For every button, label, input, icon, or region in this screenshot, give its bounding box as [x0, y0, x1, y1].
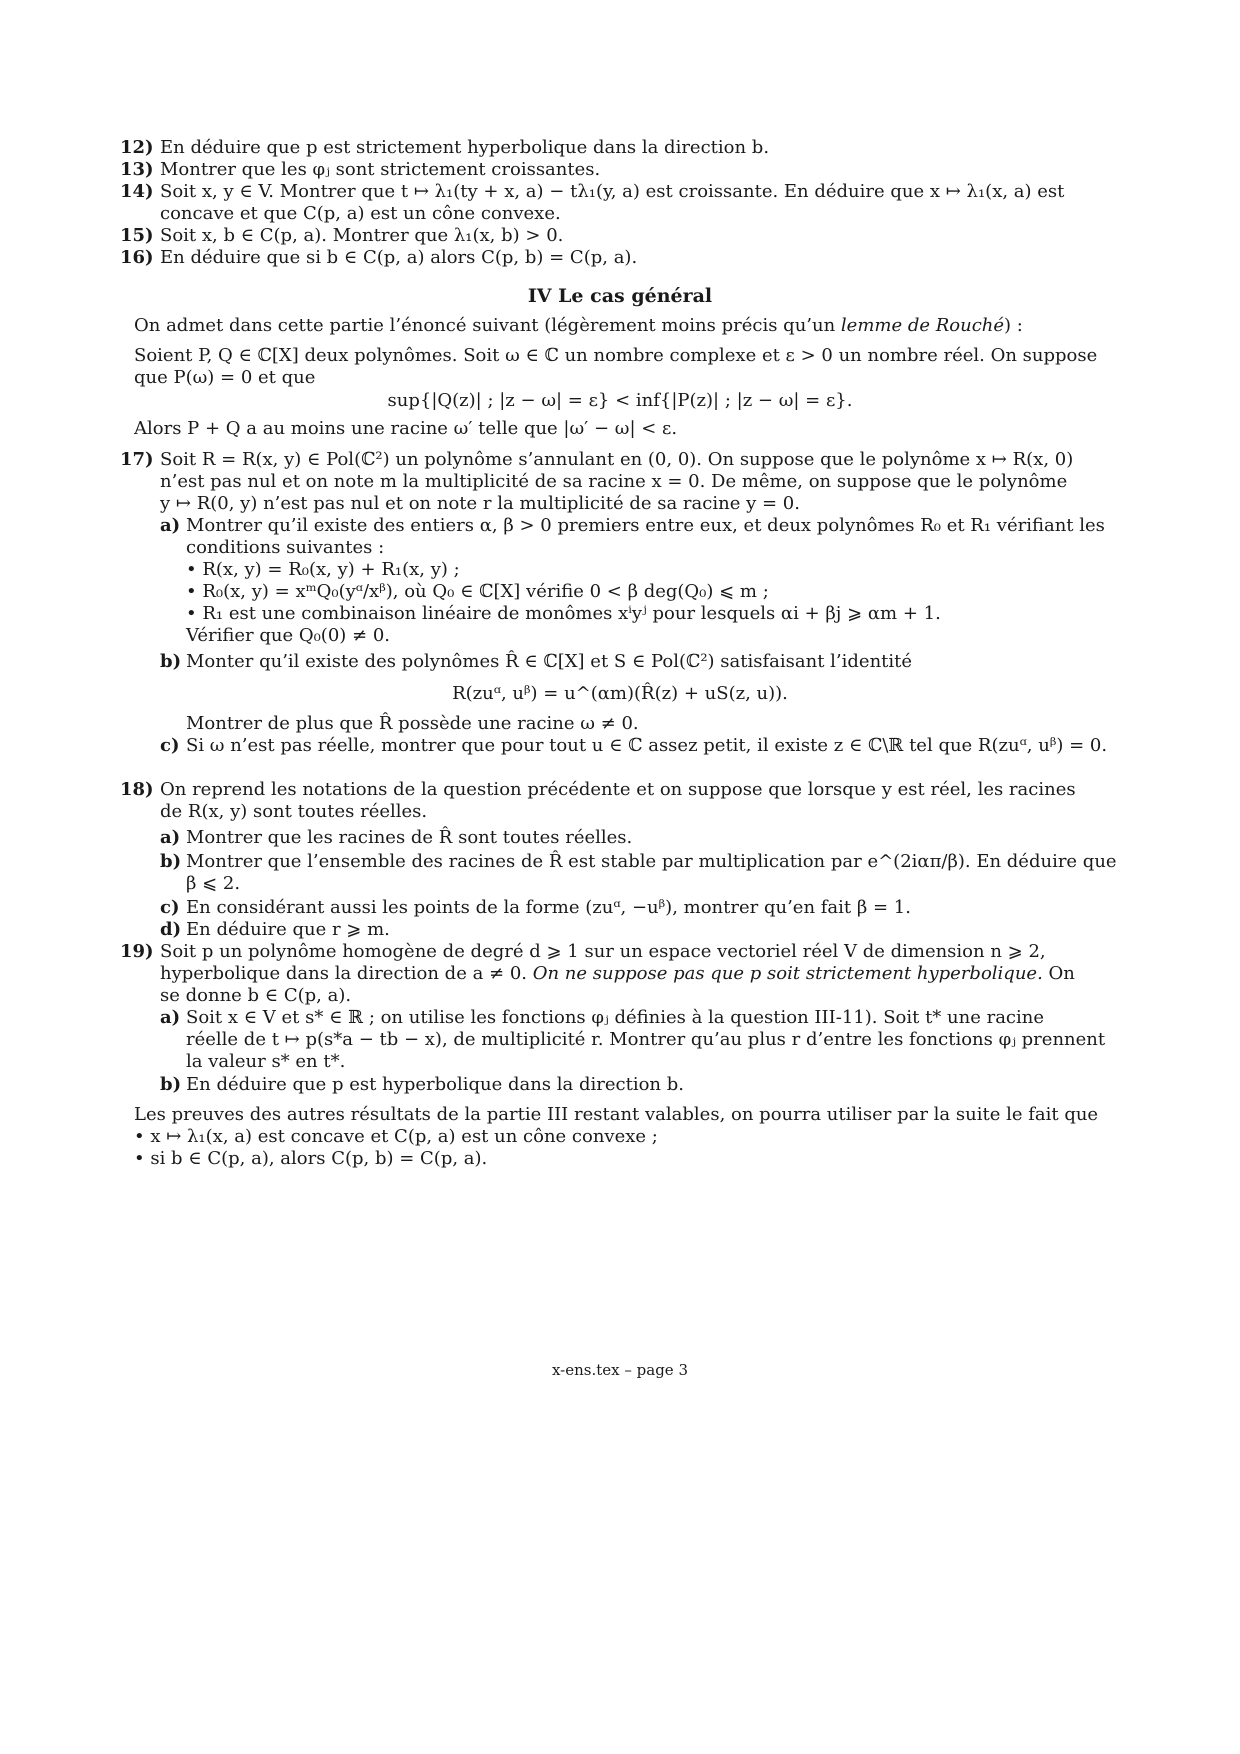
question-number: 18): [120, 779, 154, 800]
intro-text-end: ) :: [1004, 315, 1023, 336]
part-label: c): [160, 735, 180, 756]
question-text: Soit x, b ∈ C(p, a). Montrer que λ₁(x, b) > 0.: [160, 225, 564, 246]
lemma-display-formula: sup{|Q(z)| ; |z − ω| = ε} < inf{|P(z)| ; |z − ω| = ε}.: [387, 390, 853, 411]
question-19-emphasis: On ne suppose pas que p soit strictement hyperbolique.: [532, 963, 1043, 984]
question-14-line-2: concave et que C(p, a) est un cône convexe.: [160, 203, 561, 224]
question-number: 13): [120, 159, 154, 180]
question-text: Soit x, y ∈ V. Montrer que t ↦ λ₁(ty + x, a) − tλ₁(y, a) est croissante. En déduire que x ↦ λ₁(x, a) est: [160, 181, 1065, 202]
intro-line: [134, 314, 1023, 338]
question-19-text: hyperbolique dans la direction de a ≠ 0.: [160, 963, 533, 984]
part-label: b): [160, 651, 182, 672]
intro-emphasis: lemme de Rouché: [840, 315, 1005, 336]
part-text: Soit x ∈ V et s* ∈ ℝ ; on utilise les fonctions φⱼ définies à la question III-11). Soit t* une racine: [186, 1007, 1045, 1028]
question-19-line-2: [160, 962, 1075, 986]
question-text: En déduire que si b ∈ C(p, a) alors C(p, b) = C(p, a).: [160, 247, 638, 268]
question-number: 12): [120, 137, 154, 158]
part-label: b): [160, 1074, 182, 1095]
question-19a-line-2: réelle de t ↦ p(s*a − tb − x), de multiplicité r. Montrer qu’au plus r d’entre les fonctions φⱼ prennent: [186, 1029, 1106, 1050]
question-number: 19): [120, 941, 154, 962]
question-number: 17): [120, 449, 154, 470]
question-19-line-3: se donne b ∈ C(p, a).: [160, 985, 352, 1006]
part-text: En déduire que r ⩾ m.: [186, 919, 390, 940]
part-label: d): [160, 919, 182, 940]
part-label: a): [160, 1007, 181, 1028]
section-title: IV Le cas général: [527, 285, 713, 307]
question-17-line-2: n’est pas nul et on note m la multiplicité de sa racine x = 0. De même, on suppose que le polynôme: [160, 471, 1068, 492]
part-text: En déduire que p est hyperbolique dans la direction b.: [186, 1074, 684, 1095]
question-19a-line-3: la valeur s* en t*.: [186, 1051, 346, 1072]
question-number: 15): [120, 225, 154, 246]
question-text: Soit R = R(x, y) ∈ Pol(ℂ²) un polynôme s’annulant en (0, 0). On suppose que le polynôme x ↦ R(x, 0): [160, 449, 1074, 470]
question-18b-line-2: β ⩽ 2.: [186, 873, 241, 894]
part-text: Montrer que les racines de R̂ sont toutes réelles.: [186, 827, 633, 848]
lemma-line-2: que P(ω) = 0 et que: [134, 367, 316, 388]
question-17a-bullet-2: • R₀(x, y) = xᵐQ₀(yᵅ/xᵝ), où Q₀ ∈ ℂ[X] vérifie 0 < β deg(Q₀) ⩽ m ;: [186, 581, 769, 602]
part-text: Montrer que l’ensemble des racines de R̂ est stable par multiplication par e^(2iαπ/β). En déduire que: [186, 851, 1117, 872]
part-label: c): [160, 897, 180, 918]
question-19-text-end: On: [1042, 963, 1075, 984]
lemma-conclusion: Alors P + Q a au moins une racine ω′ telle que |ω′ − ω| < ε.: [134, 418, 678, 439]
part-text: Si ω n’est pas réelle, montrer que pour tout u ∈ ℂ assez petit, il existe z ∈ ℂ\ℝ tel que R(zuᵅ, uᵝ) = 0.: [186, 735, 1108, 756]
question-text: En déduire que p est strictement hyperbolique dans la direction b.: [160, 137, 770, 158]
question-17b-display-formula: R(zuᵅ, uᵝ) = u^(αm)(R̂(z) + uS(z, u)).: [452, 683, 788, 704]
part-text: Montrer qu’il existe des entiers α, β > 0 premiers entre eux, et deux polynômes R₀ et R₁ vérifiant les: [186, 515, 1105, 536]
question-17-line-3: y ↦ R(0, y) n’est pas nul et on note r la multiplicité de sa racine y = 0.: [160, 493, 800, 514]
closing-line: Les preuves des autres résultats de la partie III restant valables, on pourra utiliser par la suite le fait que: [134, 1104, 1099, 1125]
question-17a-bullet-1: • R(x, y) = R₀(x, y) + R₁(x, y) ;: [186, 559, 460, 580]
question-17a-bullet-3: • R₁ est une combinaison linéaire de monômes xⁱyʲ pour lesquels αi + βj ⩾ αm + 1.: [186, 603, 941, 624]
question-text: Montrer que les φⱼ sont strictement croissantes.: [160, 159, 601, 180]
question-text: Soit p un polynôme homogène de degré d ⩾ 1 sur un espace vectoriel réel V de dimension n ⩾ 2,: [160, 941, 1046, 962]
part-label: a): [160, 827, 181, 848]
closing-bullet-2: • si b ∈ C(p, a), alors C(p, b) = C(p, a).: [134, 1148, 488, 1169]
part-text: Monter qu’il existe des polynômes R̂ ∈ ℂ[X] et S ∈ Pol(ℂ²) satisfaisant l’identité: [186, 651, 913, 672]
question-17a-line-2: conditions suivantes :: [186, 537, 385, 558]
question-18-line-2: de R(x, y) sont toutes réelles.: [160, 801, 428, 822]
question-17a-line-6: Vérifier que Q₀(0) ≠ 0.: [186, 625, 391, 646]
question-number: 14): [120, 181, 154, 202]
part-label: a): [160, 515, 181, 536]
intro-text: On admet dans cette partie l’énoncé suivant (légèrement moins précis qu’un: [134, 315, 841, 336]
part-text: En considérant aussi les points de la forme (zuᵅ, −uᵝ), montrer qu’en fait β = 1.: [186, 897, 911, 918]
question-17b-line-2: Montrer de plus que R̂ possède une racine ω ≠ 0.: [186, 713, 639, 734]
question-text: On reprend les notations de la question précédente et on suppose que lorsque y est réel, les racines: [160, 779, 1076, 800]
lemma-line-1: Soient P, Q ∈ ℂ[X] deux polynômes. Soit ω ∈ ℂ un nombre complexe et ε > 0 un nombre réel. On suppose: [134, 345, 1098, 366]
question-number: 16): [120, 247, 154, 268]
closing-bullet-1: • x ↦ λ₁(x, a) est concave et C(p, a) est un cône convexe ;: [134, 1126, 658, 1147]
page-footer: x-ens.tex – page 3: [551, 1361, 688, 1379]
part-label: b): [160, 851, 182, 872]
